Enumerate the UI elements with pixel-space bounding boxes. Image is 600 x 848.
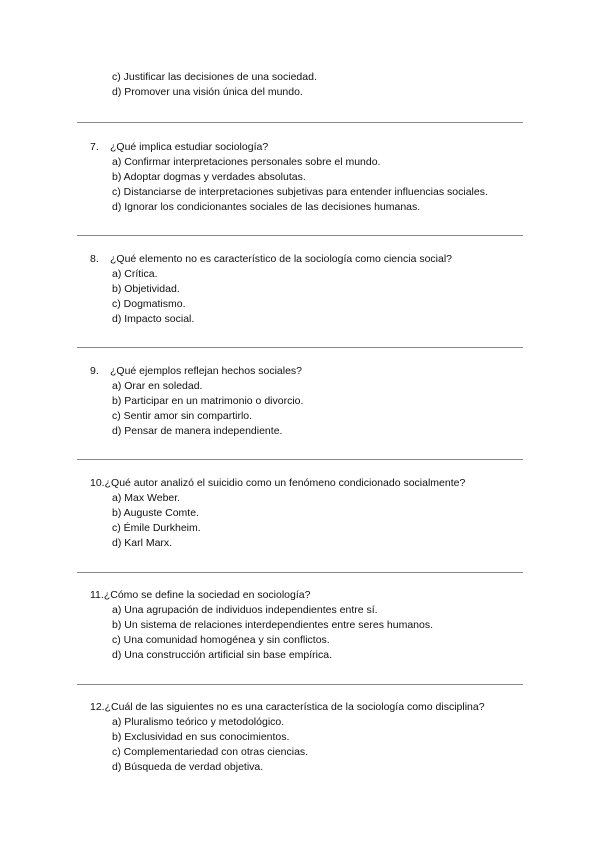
section-divider xyxy=(77,684,523,685)
question-7 xyxy=(90,140,530,215)
option-b: b) Objetividad. xyxy=(112,283,180,295)
answer-options xyxy=(90,491,530,551)
option-a: a) Confirmar interpretaciones personales sobre el mundo. xyxy=(112,156,381,168)
option-b: b) Un sistema de relaciones interdependientes entre seres humanos. xyxy=(112,619,434,631)
option-d: d) Una construcción artificial sin base empírica. xyxy=(112,649,333,661)
option-b: b) Participar en un matrimonio o divorcio. xyxy=(112,395,304,407)
option-b: b) Auguste Comte. xyxy=(112,507,199,519)
question-text: ¿Qué autor analizó el suicidio como un fenómeno condicionado socialmente? xyxy=(104,477,466,489)
option-d: d) Ignorar los condicionantes sociales de las decisiones humanas. xyxy=(112,201,421,213)
option-b: b) Adoptar dogmas y verdades absolutas. xyxy=(112,171,306,183)
question-text: ¿Cuál de las siguientes no es una característica de la sociología como disciplina? xyxy=(104,701,485,713)
answer-options xyxy=(90,379,530,439)
option-c: c) Dogmatismo. xyxy=(112,298,186,310)
section-divider xyxy=(77,235,523,236)
answer-options xyxy=(90,155,530,215)
option-b: b) Exclusividad en sus conocimientos. xyxy=(112,731,290,743)
question-text: ¿Qué elemento no es característico de la sociología como ciencia social? xyxy=(110,253,453,265)
section-divider xyxy=(77,459,523,460)
question-number: 10. xyxy=(90,477,105,489)
question-11 xyxy=(90,588,530,663)
question-number: 7. xyxy=(90,141,99,153)
option-c: c) Complementariedad con otras ciencias. xyxy=(112,746,309,758)
option-a: a) Una agrupación de individuos independientes entre sí. xyxy=(112,604,378,616)
question-number: 12. xyxy=(90,701,105,713)
option-d: d) Impacto social. xyxy=(112,313,195,325)
option-c: c) Una comunidad homogénea y sin conflictos. xyxy=(112,634,330,646)
section-divider xyxy=(77,122,523,123)
section-divider xyxy=(77,572,523,573)
option-d: d) Búsqueda de verdad objetiva. xyxy=(112,761,264,773)
question-text: ¿Qué ejemplos reflejan hechos sociales? xyxy=(110,365,303,377)
option-c: c) Justificar las decisiones de una sociedad. xyxy=(112,71,317,83)
option-a: a) Crítica. xyxy=(112,268,158,280)
option-c: c) Distanciarse de interpretaciones subjetivas para entender influencias sociales. xyxy=(112,186,488,198)
question-number: 9. xyxy=(90,365,99,377)
answer-options xyxy=(90,267,530,327)
option-d: d) Pensar de manera independiente. xyxy=(112,425,283,437)
option-c: c) Émile Durkheim. xyxy=(112,522,201,534)
option-a: a) Orar en soledad. xyxy=(112,380,203,392)
question-9 xyxy=(90,364,530,439)
answer-options xyxy=(90,603,530,663)
question-8 xyxy=(90,252,530,327)
option-c: c) Sentir amor sin compartirlo. xyxy=(112,410,253,422)
question-text: ¿Cómo se define la sociedad en sociología? xyxy=(103,589,311,601)
question-10 xyxy=(90,476,530,551)
option-d: d) Promover una visión única del mundo. xyxy=(112,86,303,98)
option-d: d) Karl Marx. xyxy=(112,537,173,549)
option-a: a) Pluralismo teórico y metodológico. xyxy=(112,716,285,728)
question-text: ¿Qué implica estudiar sociología? xyxy=(110,141,269,153)
question-12 xyxy=(90,700,530,775)
answer-options xyxy=(90,715,530,775)
option-a: a) Max Weber. xyxy=(112,492,181,504)
section-divider xyxy=(77,347,523,348)
question-number: 11. xyxy=(90,589,104,601)
question-number: 8. xyxy=(90,253,99,265)
carry-over-options xyxy=(112,70,317,100)
